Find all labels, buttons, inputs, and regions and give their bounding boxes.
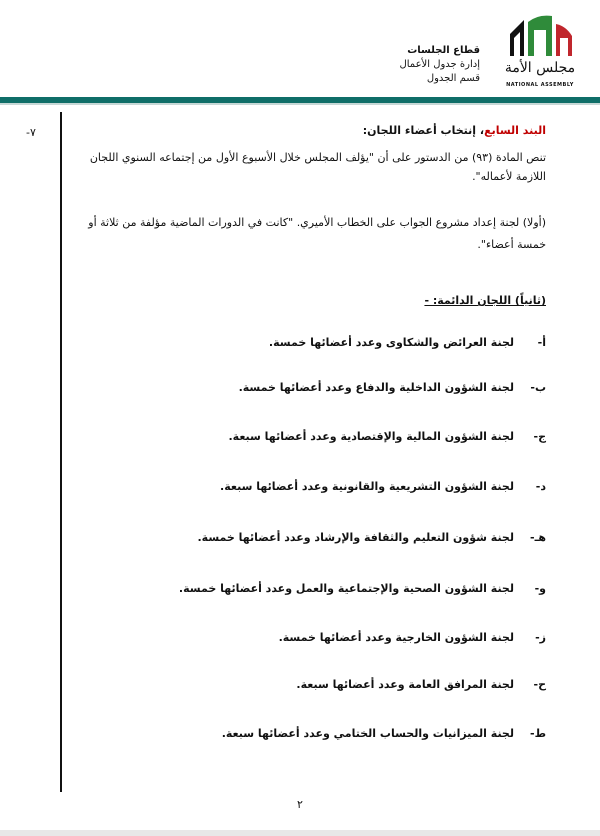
constitution-paragraph: تنص المادة (٩٣) من الدستور على أن "يؤلف المجلس خلال الأسبوع الأول من إجتماعه السنوي اللجان اللازمة لأعماله".	[89, 151, 546, 183]
committee-text: لجنة الشؤون المالية والإقتصادية وعدد أعضائها سبعة.	[228, 430, 514, 443]
committee-letter: د-	[535, 480, 546, 493]
committee-text: لجنة المرافق العامة وعدد أعضائها سبعة.	[296, 678, 514, 691]
page-number: ٢	[297, 798, 303, 811]
logo-arabic-text: مجلس الأمة	[504, 60, 576, 76]
committee-text: لجنة الشؤون الصحية والإجتماعية والعمل وعدد أعضائها خمسة.	[178, 582, 514, 595]
committee-letter: ب-	[530, 381, 546, 394]
committee-letter: أ-	[537, 336, 546, 349]
committee-item	[72, 336, 546, 349]
permanent-committees-heading	[424, 294, 546, 307]
committee-letter: ز-	[535, 631, 546, 644]
committee-letter: و-	[534, 582, 546, 595]
committee-text: لجنة الشؤون الخارجية وعدد أعضائها خمسة.	[278, 631, 514, 644]
item-title	[363, 124, 546, 137]
committee-text: لجنة الميزانيات والحساب الختامي وعدد أعضائها سبعة.	[221, 727, 514, 740]
committee-item	[72, 430, 546, 443]
header-divider-accent	[0, 103, 600, 105]
first-committee-paragraph: (أولا) لجنة إعداد مشروع الجواب على الخطاب الأميري. "كانت في الدورات الماضية مؤلفة من ثلاثة أو خمسة أعضاء".	[88, 216, 546, 251]
permanent-committees-label: (ثانياً) اللجان الدائمة: -	[424, 294, 546, 307]
committee-item	[72, 531, 546, 544]
item-title-prefix: البند السابع	[484, 124, 546, 137]
committee-item	[72, 480, 546, 493]
committee-item	[72, 727, 546, 740]
committee-text: لجنة الشؤون الداخلية والدفاع وعدد أعضائها خمسة.	[238, 381, 514, 394]
item-title-rest: ، إنتخاب أعضاء اللجان:	[362, 124, 485, 137]
department-block	[380, 44, 480, 86]
committee-item	[72, 582, 546, 595]
committee-letter: ط-	[530, 727, 546, 740]
committee-letter: ح-	[533, 678, 546, 691]
committee-text: لجنة العرائض والشكاوى وعدد أعضائها خمسة.	[268, 336, 514, 349]
logo-english-text: NATIONAL ASSEMBLY	[506, 82, 574, 88]
page-header	[0, 0, 600, 100]
committee-item	[72, 631, 546, 644]
bottom-edge	[0, 830, 600, 836]
section-name: قسم الجدول	[426, 73, 480, 84]
committee-letter: ج-	[533, 430, 546, 443]
item-number: -٧	[26, 126, 36, 139]
assembly-emblem-icon	[500, 10, 580, 58]
committee-item	[72, 678, 546, 691]
sector-name: قطاع الجلسات	[407, 45, 480, 56]
committee-text: لجنة الشؤون التشريعية والقانونية وعدد أعضائها سبعة.	[220, 480, 514, 493]
national-assembly-logo	[500, 10, 580, 92]
committee-letter: هـ-	[530, 531, 546, 544]
committee-item	[72, 381, 546, 394]
committee-text: لجنة شؤون التعليم والثقافة والإرشاد وعدد أعضائها خمسة.	[197, 531, 514, 544]
department-name: إدارة جدول الأعمال	[399, 59, 480, 70]
